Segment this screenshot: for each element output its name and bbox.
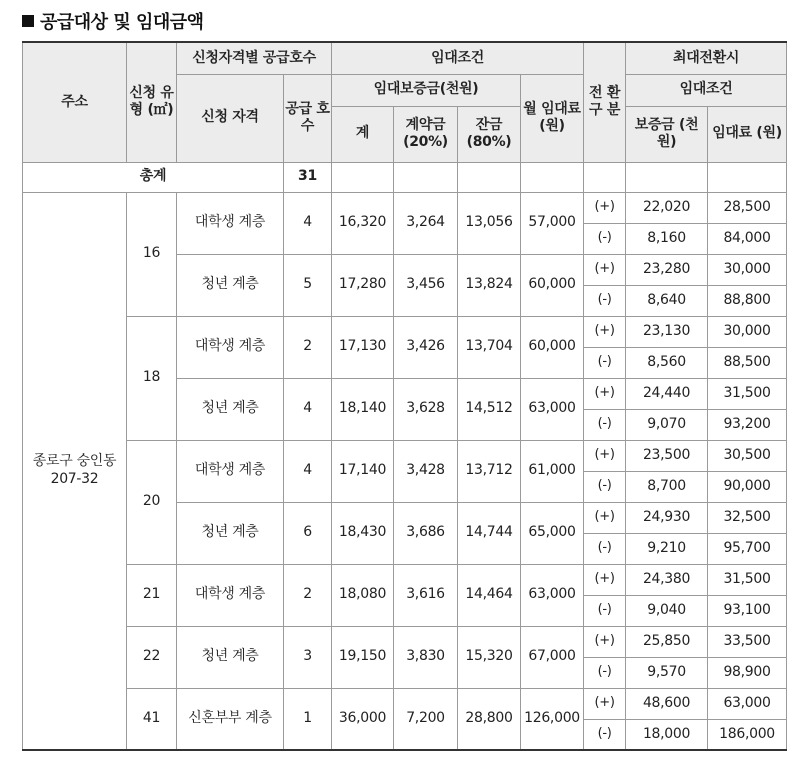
monthly-cell: 63,000 — [521, 564, 584, 626]
contract-cell: 3,264 — [394, 192, 458, 254]
header-type — [127, 42, 177, 162]
table-row — [23, 688, 787, 719]
qual-cell: 대학생 계층 — [177, 564, 284, 626]
contract-cell: 7,200 — [394, 688, 458, 750]
header-conv-div-text: 전 환 구 분 — [589, 84, 621, 119]
count-cell: 6 — [284, 502, 332, 564]
type-cell: 18 — [127, 316, 177, 440]
table-row — [23, 192, 787, 223]
deposit-total-cell: 18,430 — [332, 502, 394, 564]
max-rent-plus-cell: 33,500 — [708, 626, 787, 657]
deposit-total-cell: 17,130 — [332, 316, 394, 378]
contract-cell: 3,426 — [394, 316, 458, 378]
header-count-text: 공급 호수 — [285, 100, 330, 134]
max-rent-minus-cell: 84,000 — [708, 223, 787, 254]
max-rent-minus-cell: 98,900 — [708, 657, 787, 688]
header-contract-text: 계약금 (20%) — [403, 116, 448, 150]
max-deposit-minus-cell: 18,000 — [626, 719, 708, 750]
total-empty — [394, 162, 458, 192]
table-row — [23, 626, 787, 657]
max-rent-plus-cell: 32,500 — [708, 502, 787, 533]
max-deposit-minus-cell: 9,040 — [626, 595, 708, 626]
max-rent-plus-cell: 31,500 — [708, 564, 787, 595]
sign-minus-cell: (-) — [584, 223, 626, 254]
max-rent-plus-cell: 31,500 — [708, 378, 787, 409]
qual-cell: 청년 계층 — [177, 254, 284, 316]
max-deposit-plus-cell: 24,440 — [626, 378, 708, 409]
contract-cell: 3,686 — [394, 502, 458, 564]
sign-minus-cell: (-) — [584, 347, 626, 378]
balance-cell: 28,800 — [458, 688, 521, 750]
deposit-total-cell: 18,080 — [332, 564, 394, 626]
contract-cell: 3,456 — [394, 254, 458, 316]
max-deposit-minus-cell: 9,070 — [626, 409, 708, 440]
balance-cell: 14,744 — [458, 502, 521, 564]
qual-cell: 청년 계층 — [177, 378, 284, 440]
count-cell: 3 — [284, 626, 332, 688]
header-max-rent — [708, 106, 787, 162]
monthly-cell: 126,000 — [521, 688, 584, 750]
header-monthly — [521, 74, 584, 162]
total-count: 31 — [284, 162, 332, 192]
table-row — [23, 316, 787, 347]
total-empty — [521, 162, 584, 192]
count-cell: 4 — [284, 192, 332, 254]
max-rent-minus-cell: 88,500 — [708, 347, 787, 378]
max-deposit-plus-cell: 23,280 — [626, 254, 708, 285]
header-conv-div — [584, 42, 626, 162]
sign-plus-cell: (+) — [584, 626, 626, 657]
max-rent-plus-cell: 28,500 — [708, 192, 787, 223]
table-row — [23, 440, 787, 471]
max-deposit-plus-cell: 24,380 — [626, 564, 708, 595]
type-cell: 22 — [127, 626, 177, 688]
header-max-cond: 임대조건 — [626, 74, 787, 106]
monthly-cell: 61,000 — [521, 440, 584, 502]
sign-plus-cell: (+) — [584, 502, 626, 533]
max-rent-minus-cell: 90,000 — [708, 471, 787, 502]
max-rent-plus-cell: 30,000 — [708, 254, 787, 285]
monthly-cell: 60,000 — [521, 316, 584, 378]
sign-plus-cell: (+) — [584, 254, 626, 285]
contract-cell: 3,830 — [394, 626, 458, 688]
max-rent-minus-cell: 93,200 — [708, 409, 787, 440]
total-empty — [584, 162, 626, 192]
sign-minus-cell: (-) — [584, 719, 626, 750]
max-rent-plus-cell: 30,500 — [708, 440, 787, 471]
header-address: 주소 — [23, 42, 127, 162]
sign-minus-cell: (-) — [584, 285, 626, 316]
balance-cell: 15,320 — [458, 626, 521, 688]
sign-minus-cell: (-) — [584, 595, 626, 626]
header-qual-group: 신청자격별 공급호수 — [177, 42, 332, 74]
max-deposit-minus-cell: 8,700 — [626, 471, 708, 502]
deposit-total-cell: 17,140 — [332, 440, 394, 502]
header-max-deposit — [626, 106, 708, 162]
balance-cell: 13,824 — [458, 254, 521, 316]
deposit-total-cell: 17,280 — [332, 254, 394, 316]
max-deposit-plus-cell: 25,850 — [626, 626, 708, 657]
qual-cell: 대학생 계층 — [177, 316, 284, 378]
type-cell: 20 — [127, 440, 177, 564]
sign-minus-cell: (-) — [584, 533, 626, 564]
contract-cell: 3,428 — [394, 440, 458, 502]
type-cell: 21 — [127, 564, 177, 626]
rent-table — [22, 41, 787, 751]
header-deposit-group: 임대보증금(천원) — [332, 74, 521, 106]
count-cell: 2 — [284, 316, 332, 378]
total-empty — [332, 162, 394, 192]
count-cell: 1 — [284, 688, 332, 750]
qual-cell: 청년 계층 — [177, 626, 284, 688]
max-deposit-minus-cell: 9,570 — [626, 657, 708, 688]
header-balance — [458, 106, 521, 162]
sign-plus-cell: (+) — [584, 688, 626, 719]
deposit-total-cell: 18,140 — [332, 378, 394, 440]
header-monthly-text: 월 임대료 (원) — [523, 100, 581, 134]
monthly-cell: 60,000 — [521, 254, 584, 316]
address-cell: 종로구 숭인동 207-32 — [23, 192, 127, 750]
total-empty — [708, 162, 787, 192]
sign-minus-cell: (-) — [584, 471, 626, 502]
max-deposit-plus-cell: 22,020 — [626, 192, 708, 223]
qual-cell: 청년 계층 — [177, 502, 284, 564]
monthly-cell: 63,000 — [521, 378, 584, 440]
max-deposit-plus-cell: 48,600 — [626, 688, 708, 719]
total-empty — [458, 162, 521, 192]
sign-minus-cell: (-) — [584, 657, 626, 688]
max-rent-minus-cell: 95,700 — [708, 533, 787, 564]
max-deposit-minus-cell: 8,640 — [626, 285, 708, 316]
max-deposit-minus-cell: 8,560 — [626, 347, 708, 378]
section-title-text: 공급대상 및 임대금액 — [40, 12, 204, 33]
total-row — [23, 162, 787, 192]
type-cell: 41 — [127, 688, 177, 750]
sign-minus-cell: (-) — [584, 409, 626, 440]
header-max-deposit-text: 보증금 (천원) — [634, 116, 699, 150]
count-cell: 4 — [284, 440, 332, 502]
total-empty — [626, 162, 708, 192]
qual-cell: 대학생 계층 — [177, 192, 284, 254]
sign-plus-cell: (+) — [584, 564, 626, 595]
count-cell: 4 — [284, 378, 332, 440]
header-qual-text: 신청 자격 — [201, 109, 259, 126]
max-deposit-plus-cell: 24,930 — [626, 502, 708, 533]
max-rent-plus-cell: 30,000 — [708, 316, 787, 347]
balance-cell: 13,056 — [458, 192, 521, 254]
header-rent-cond: 임대조건 — [332, 42, 584, 74]
balance-cell: 13,712 — [458, 440, 521, 502]
header-max-rent-text: 임대료 (원) — [712, 125, 782, 142]
max-deposit-plus-cell: 23,500 — [626, 440, 708, 471]
max-deposit-plus-cell: 23,130 — [626, 316, 708, 347]
max-rent-plus-cell: 63,000 — [708, 688, 787, 719]
max-rent-minus-cell: 93,100 — [708, 595, 787, 626]
count-cell: 5 — [284, 254, 332, 316]
header-max-conv: 최대전환시 — [626, 42, 787, 74]
contract-cell: 3,628 — [394, 378, 458, 440]
max-rent-minus-cell: 88,800 — [708, 285, 787, 316]
header-total: 계 — [332, 106, 394, 162]
monthly-cell: 57,000 — [521, 192, 584, 254]
balance-cell: 14,512 — [458, 378, 521, 440]
header-type-text: 신청 유형 (㎡) — [129, 84, 174, 119]
header-count — [284, 74, 332, 162]
monthly-cell: 65,000 — [521, 502, 584, 564]
header-contract — [394, 106, 458, 162]
header-qual — [177, 74, 284, 162]
square-bullet-icon — [22, 15, 34, 27]
max-rent-minus-cell: 186,000 — [708, 719, 787, 750]
deposit-total-cell: 19,150 — [332, 626, 394, 688]
sign-plus-cell: (+) — [584, 378, 626, 409]
contract-cell: 3,616 — [394, 564, 458, 626]
type-cell: 16 — [127, 192, 177, 316]
sign-plus-cell: (+) — [584, 440, 626, 471]
section-title — [22, 8, 204, 34]
sign-plus-cell: (+) — [584, 192, 626, 223]
balance-cell: 13,704 — [458, 316, 521, 378]
max-deposit-minus-cell: 9,210 — [626, 533, 708, 564]
monthly-cell: 67,000 — [521, 626, 584, 688]
sign-plus-cell: (+) — [584, 316, 626, 347]
balance-cell: 14,464 — [458, 564, 521, 626]
deposit-total-cell: 16,320 — [332, 192, 394, 254]
qual-cell: 신혼부부 계층 — [177, 688, 284, 750]
total-label: 총계 — [23, 162, 284, 192]
qual-cell: 대학생 계층 — [177, 440, 284, 502]
count-cell: 2 — [284, 564, 332, 626]
max-deposit-minus-cell: 8,160 — [626, 223, 708, 254]
table-row — [23, 564, 787, 595]
deposit-total-cell: 36,000 — [332, 688, 394, 750]
header-balance-text: 잔금 (80%) — [466, 116, 512, 150]
